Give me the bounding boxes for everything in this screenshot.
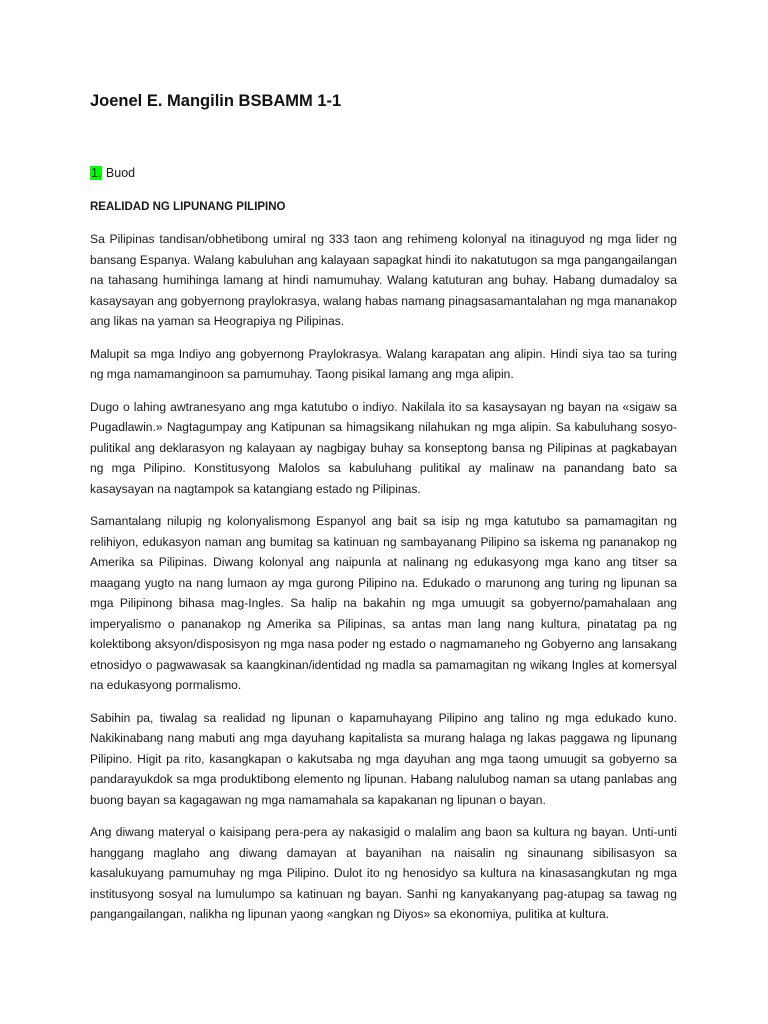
paragraph-5: Sabihin pa, tiwalag sa realidad ng lipunan o kapamuhayang Pilipino ang talino ng mga edukado kuno. Nakikinabang nang mabuti ang mga dayuhang kapitalista sa murang halaga ng lakas paggawa ng lipunang Pilipino. Higit pa rito, kasangkapan o kakutsaba ng mga dayuhan ang mga taong umuugit sa gobyerno sa pandarayukdok sa mga produktibong elemento ng lipunan. Habang nalulubog naman sa utang panlabas ang buong bayan sa kagagawan ng mga namamahala sa kapakanan ng lipunan o bayan. bbox=[90, 710, 677, 807]
paragraph-2: Malupit sa mga Indiyo ang gobyernong Praylokrasya. Walang karapatan ang alipin. Hindi siya tao sa turing ng mga namamanginoon sa pamumuhay. Taong pisikal lamang ang mga alipin. bbox=[90, 346, 677, 381]
paragraph-4: Samantalang nilupig ng kolonyalismong Espanyol ang bait sa isip ng mga katutubo sa pamamagitan ng relihiyon, edukasyon naman ang bumitag sa katinuan ng sambayanang Pilipino sa iskema ng pananakop ng Amerika sa Pilipinas. Diwang kolonyal ang naipunla at nalinang ng edukasyong mga kano ang titser sa maagang yugto na nang lumaon ay mga gurong Pilipino na. Edukado o marunong ang turing ng lipunan sa mga Pilipinong bihasa mag-Ingles. Sa halip na bakahin ng mga umuugit sa gobyerno/pamahalaan ang imperyalismo o pananakop ng Amerika sa Pilipinas, sa antas man lang nang kultura, pinatatag pa ng kolektibong aksyon/disposisyon ng mga nasa poder ng estado o nagmamaneho ng Gobyerno ang lansakang etnosidyo o pagwawasak sa kaangkinan/identidad ng madla sa pamamagitan ng wikang Ingles at komersyal na edukasyong pormalismo. bbox=[90, 514, 677, 692]
paragraph-6: Ang diwang materyal o kaisipang pera-pera ay nakasigid o malalim ang baon sa kultura ng bayan. Unti-unti hanggang maglaho ang diwang damayan at bayanihan na naisalin ng sinaunang sibilisasyon sa kasalukuyang pamumuhay ng mga Pilipino. Dulot ito ng henosidyo sa kultura na kinasasangkutan ng mga institusyong sosyal na lumulumpo sa katinuan ng bayan. Sanhi ng kanyakanyang pag-atupag sa tawag ng pangangailangan, nalikha ng lipunan yaong «angkan ng Diyos» sa ekonomiya, pulitika at kultura. bbox=[90, 825, 677, 921]
paragraph-1: Sa Pilipinas tandisan/obhetibong umiral ng 333 taon ang rehimeng kolonyal na itinaguyod ng mga lider ng bansang Espanya. Walang kabuluhan ang kalayaan sapagkat hindi ito nakatutugon sa mga pangangailangan na tahasang humihinga lamang at hindi namumuhay. Walang katuturan ang buhay. Habang dumadaloy sa kasaysayan ang gobyernong praylokrasya, walang habas namang pinagsasamantalahan ng mga mananakop ang likas na yaman sa Heograpiya ng Pilipinas. bbox=[90, 232, 677, 328]
item-number-highlight: 1. bbox=[91, 166, 102, 180]
item-label: Buod bbox=[105, 166, 136, 180]
numbered-item bbox=[90, 165, 135, 181]
paragraph-3: Dugo o lahing awtranesyano ang mga katutubo o indiyo. Nakilala ito sa kasaysayan ng bayan na «sigaw sa Pugadlawin.» Nagtagumpay ang Katipunan sa himagsikang nilahukan ng mga alipin. Sa kabuluhang sosyo-pulitikal ang deklarasyon ng kalayaan ay nagbigay buhay sa konseptong bansa ng Pilipinas at pagkabayan ng mga Pilipino. Konstitusyong Malolos sa kabuluhang pulitikal ay malinaw na panandang bato sa kasaysayan na nagtampok sa katangiang estado ng Pilipinas. bbox=[90, 399, 677, 496]
section-heading: REALIDAD NG LIPUNANG PILIPINO bbox=[90, 201, 286, 213]
document-title: Joenel E. Mangilin BSBAMM 1-1 bbox=[90, 92, 342, 110]
body-text bbox=[90, 229, 677, 937]
